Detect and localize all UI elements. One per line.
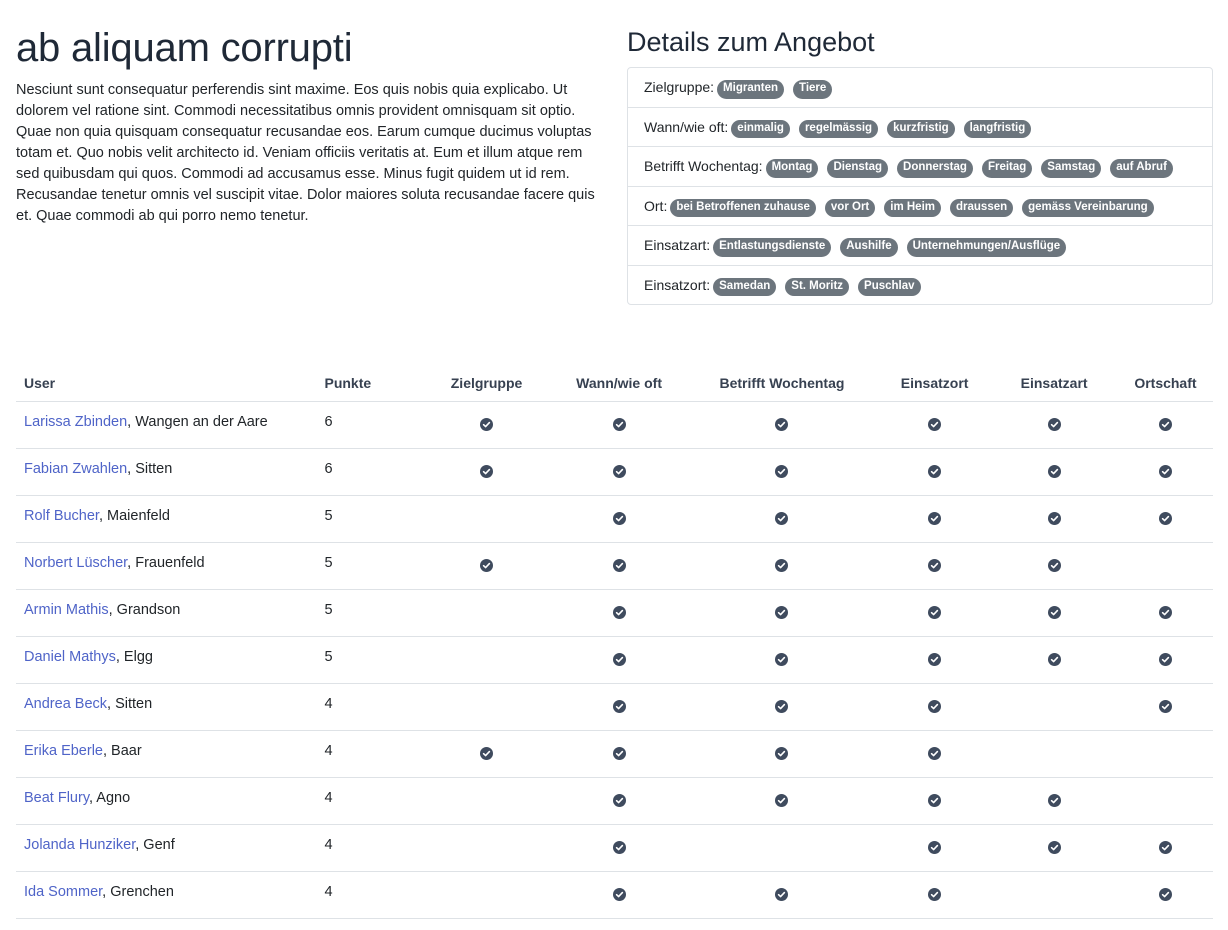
- match-cell: [553, 778, 685, 825]
- match-cell: [879, 449, 990, 496]
- points-cell: 4: [316, 872, 419, 919]
- detail-row: [628, 68, 1212, 107]
- check-circle-icon: [775, 418, 788, 431]
- detail-row: [628, 146, 1212, 186]
- points-cell: 5: [316, 590, 419, 637]
- check-circle-icon: [775, 606, 788, 619]
- table-row: [16, 449, 1213, 496]
- points-cell: 4: [316, 778, 419, 825]
- match-cell: [990, 731, 1118, 778]
- user-location: , Maienfeld: [98, 508, 170, 524]
- detail-label: Einsatzart:: [644, 237, 711, 254]
- user-location: , Grandson: [108, 602, 181, 618]
- column-header: Betrifft Wochentag: [685, 366, 879, 402]
- tag-badge: Montag: [766, 159, 819, 178]
- match-cell: [1118, 590, 1213, 637]
- match-cell: [879, 590, 990, 637]
- check-circle-icon: [1048, 512, 1061, 525]
- column-header: User: [16, 366, 316, 402]
- user-location: , Agno: [89, 790, 131, 806]
- user-location: , Elgg: [115, 649, 153, 665]
- match-cell: [879, 543, 990, 590]
- match-cell: [1118, 637, 1213, 684]
- match-cell: [420, 731, 553, 778]
- match-cell: [990, 402, 1118, 449]
- check-circle-icon: [775, 559, 788, 572]
- check-circle-icon: [928, 559, 941, 572]
- check-circle-icon: [480, 559, 493, 572]
- user-link[interactable]: Rolf Bucher: [24, 508, 99, 524]
- points-cell: 4: [316, 731, 419, 778]
- match-cell: [685, 402, 879, 449]
- check-circle-icon: [613, 888, 626, 901]
- check-circle-icon: [928, 747, 941, 760]
- user-link[interactable]: Jolanda Hunziker: [24, 837, 136, 853]
- check-circle-icon: [928, 465, 941, 478]
- match-cell: [553, 684, 685, 731]
- points-cell: 5: [316, 496, 419, 543]
- column-header: Wann/wie oft: [553, 366, 685, 402]
- table-row: [16, 590, 1213, 637]
- user-cell: [16, 590, 316, 637]
- match-cell: [420, 872, 553, 919]
- check-circle-icon: [1159, 653, 1172, 666]
- match-cell: [553, 496, 685, 543]
- match-cell: [990, 684, 1118, 731]
- table-row: [16, 684, 1213, 731]
- detail-row: [628, 265, 1212, 305]
- check-circle-icon: [1048, 606, 1061, 619]
- tag-badge: im Heim: [884, 199, 941, 218]
- match-cell: [879, 684, 990, 731]
- tag-badge: vor Ort: [825, 199, 875, 218]
- tag-badge: Tiere: [793, 80, 832, 99]
- match-cell: [685, 637, 879, 684]
- match-cell: [553, 402, 685, 449]
- match-cell: [553, 449, 685, 496]
- check-circle-icon: [613, 418, 626, 431]
- match-cell: [685, 778, 879, 825]
- user-link[interactable]: Ida Sommer: [24, 884, 103, 900]
- detail-label: Zielgruppe:: [644, 79, 715, 96]
- detail-label: Einsatzort:: [644, 276, 711, 293]
- user-link[interactable]: Fabian Zwahlen: [24, 461, 128, 477]
- match-cell: [990, 778, 1118, 825]
- user-location: , Frauenfeld: [127, 555, 205, 571]
- match-cell: [420, 637, 553, 684]
- match-cell: [990, 872, 1118, 919]
- tag-badge: Aushilfe: [840, 238, 897, 257]
- user-link[interactable]: Andrea Beck: [24, 696, 108, 712]
- match-cell: [420, 778, 553, 825]
- match-cell: [1118, 872, 1213, 919]
- check-circle-icon: [928, 606, 941, 619]
- match-cell: [1118, 449, 1213, 496]
- table-row: [16, 825, 1213, 872]
- match-cell: [879, 778, 990, 825]
- tag-badge: Dienstag: [827, 159, 888, 178]
- match-cell: [990, 449, 1118, 496]
- points-cell: 5: [316, 543, 419, 590]
- match-cell: [879, 637, 990, 684]
- check-circle-icon: [613, 465, 626, 478]
- detail-label: Betrifft Wochentag:: [644, 158, 763, 175]
- check-circle-icon: [1048, 841, 1061, 854]
- match-cell: [879, 731, 990, 778]
- user-cell: [16, 872, 316, 919]
- detail-label: Wann/wie oft:: [644, 118, 729, 135]
- match-cell: [990, 543, 1118, 590]
- check-circle-icon: [928, 794, 941, 807]
- match-cell: [685, 543, 879, 590]
- user-location: , Genf: [135, 837, 175, 853]
- match-cell: [1118, 731, 1213, 778]
- check-circle-icon: [1159, 418, 1172, 431]
- user-cell: [16, 402, 316, 449]
- match-cell: [685, 731, 879, 778]
- match-cell: [990, 590, 1118, 637]
- tag-badge: Migranten: [717, 80, 784, 99]
- users-table: [16, 366, 1213, 919]
- match-cell: [553, 825, 685, 872]
- check-circle-icon: [775, 747, 788, 760]
- match-cell: [879, 872, 990, 919]
- table-header-row: [16, 366, 1213, 402]
- check-circle-icon: [928, 841, 941, 854]
- points-cell: 4: [316, 684, 419, 731]
- column-header: Punkte: [316, 366, 419, 402]
- match-cell: [1118, 825, 1213, 872]
- user-location: , Wangen an der Aare: [127, 414, 268, 430]
- match-cell: [1118, 496, 1213, 543]
- check-circle-icon: [1159, 888, 1172, 901]
- check-circle-icon: [613, 700, 626, 713]
- match-cell: [420, 684, 553, 731]
- check-circle-icon: [1159, 841, 1172, 854]
- match-cell: [879, 402, 990, 449]
- match-cell: [1118, 684, 1213, 731]
- offer-title: ab aliquam corrupti: [16, 26, 353, 70]
- user-location: , Sitten: [107, 696, 153, 712]
- check-circle-icon: [928, 700, 941, 713]
- column-header: Zielgruppe: [420, 366, 553, 402]
- user-cell: [16, 684, 316, 731]
- table-row: [16, 731, 1213, 778]
- check-circle-icon: [1048, 418, 1061, 431]
- check-circle-icon: [1048, 794, 1061, 807]
- match-cell: [990, 825, 1118, 872]
- check-circle-icon: [480, 465, 493, 478]
- detail-row: [628, 107, 1212, 147]
- check-circle-icon: [613, 606, 626, 619]
- check-circle-icon: [928, 888, 941, 901]
- check-circle-icon: [613, 512, 626, 525]
- check-circle-icon: [480, 747, 493, 760]
- column-header: Einsatzart: [990, 366, 1118, 402]
- match-cell: [1118, 402, 1213, 449]
- match-cell: [879, 825, 990, 872]
- tag-badge: Unternehmungen/Ausflüge: [907, 238, 1067, 257]
- table-row: [16, 637, 1213, 684]
- check-circle-icon: [1048, 559, 1061, 572]
- match-cell: [553, 872, 685, 919]
- match-cell: [420, 590, 553, 637]
- match-cell: [685, 496, 879, 543]
- user-match-table: [16, 366, 1213, 919]
- tag-badge: langfristig: [964, 120, 1032, 139]
- detail-row: [628, 186, 1212, 226]
- match-cell: [420, 825, 553, 872]
- points-cell: 5: [316, 637, 419, 684]
- check-circle-icon: [928, 418, 941, 431]
- tag-badge: regelmässig: [799, 120, 878, 139]
- user-link[interactable]: Beat Flury: [24, 790, 90, 806]
- details-list: [627, 67, 1213, 305]
- tag-badge: Freitag: [982, 159, 1032, 178]
- user-cell: [16, 496, 316, 543]
- match-cell: [1118, 778, 1213, 825]
- detail-row: [628, 225, 1212, 265]
- tag-badge: Entlastungsdienste: [713, 238, 831, 257]
- table-row: [16, 402, 1213, 449]
- match-cell: [420, 543, 553, 590]
- match-cell: [879, 496, 990, 543]
- points-cell: 4: [316, 825, 419, 872]
- check-circle-icon: [775, 888, 788, 901]
- check-circle-icon: [1159, 606, 1172, 619]
- user-link[interactable]: Daniel Mathys: [24, 649, 116, 665]
- check-circle-icon: [1159, 700, 1172, 713]
- check-circle-icon: [775, 794, 788, 807]
- check-circle-icon: [775, 465, 788, 478]
- check-circle-icon: [1159, 512, 1172, 525]
- match-cell: [553, 637, 685, 684]
- check-circle-icon: [1048, 653, 1061, 666]
- table-row: [16, 496, 1213, 543]
- user-cell: [16, 637, 316, 684]
- tag-badge: einmalig: [731, 120, 790, 139]
- user-cell: [16, 731, 316, 778]
- check-circle-icon: [613, 841, 626, 854]
- check-circle-icon: [1048, 465, 1061, 478]
- details-heading: Details zum Angebot: [627, 27, 875, 57]
- tag-badge: bei Betroffenen zuhause: [670, 199, 816, 218]
- match-cell: [685, 825, 879, 872]
- offer-intro: [16, 24, 606, 227]
- user-cell: [16, 543, 316, 590]
- column-header: Ortschaft: [1118, 366, 1213, 402]
- check-circle-icon: [775, 512, 788, 525]
- tag-badge: gemäss Vereinbarung: [1022, 199, 1154, 218]
- check-circle-icon: [613, 653, 626, 666]
- table-row: [16, 872, 1213, 919]
- column-header: Einsatzort: [879, 366, 990, 402]
- match-cell: [420, 402, 553, 449]
- user-link[interactable]: Larissa Zbinden: [24, 414, 128, 430]
- match-cell: [1118, 543, 1213, 590]
- check-circle-icon: [775, 653, 788, 666]
- tag-badge: St. Moritz: [785, 278, 849, 297]
- user-link[interactable]: Norbert Lüscher: [24, 555, 128, 571]
- match-cell: [553, 590, 685, 637]
- tag-badge: auf Abruf: [1110, 159, 1173, 178]
- user-cell: [16, 449, 316, 496]
- match-cell: [990, 637, 1118, 684]
- tag-badge: kurzfristig: [887, 120, 955, 139]
- tag-badge: Samedan: [713, 278, 776, 297]
- user-link[interactable]: Armin Mathis: [24, 602, 109, 618]
- check-circle-icon: [775, 700, 788, 713]
- match-cell: [990, 496, 1118, 543]
- points-cell: 6: [316, 449, 419, 496]
- match-cell: [685, 449, 879, 496]
- check-circle-icon: [480, 418, 493, 431]
- match-cell: [553, 731, 685, 778]
- points-cell: 6: [316, 402, 419, 449]
- match-cell: [420, 496, 553, 543]
- match-cell: [685, 590, 879, 637]
- table-row: [16, 778, 1213, 825]
- match-cell: [685, 872, 879, 919]
- user-cell: [16, 778, 316, 825]
- check-circle-icon: [613, 794, 626, 807]
- offer-description: Nesciunt sunt consequatur perferendis sint maxime. Eos quis nobis quia explicabo. Ut dolorem vel ratione sint. Commodi necessitatibus omnis provident omnisquam sit optio. Quae non quia quisquam consequatur recusandae eos. Earum cumque ducimus voluptas totam et. Quo nobis velit architecto id. Veniam officiis veritatis at. Eum et illum atque rem sed quibusdam qui quos. Commodi ad accusamus esse. Minus fugit quidem ut id rem. Recusandae tenetur omnis vel suscipit vitae. Dolor maiores soluta recusandae facere quis et. Quae commodi ab qui porro nemo tenetur.: [16, 82, 595, 224]
- check-circle-icon: [928, 653, 941, 666]
- tag-badge: Samstag: [1041, 159, 1101, 178]
- user-location: , Sitten: [127, 461, 173, 477]
- tag-badge: Donnerstag: [897, 159, 973, 178]
- user-cell: [16, 825, 316, 872]
- match-cell: [553, 543, 685, 590]
- user-location: , Baar: [102, 743, 142, 759]
- table-row: [16, 543, 1213, 590]
- table-body: [16, 402, 1213, 919]
- tag-badge: draussen: [950, 199, 1013, 218]
- check-circle-icon: [1159, 465, 1172, 478]
- match-cell: [420, 449, 553, 496]
- check-circle-icon: [928, 512, 941, 525]
- check-circle-icon: [613, 559, 626, 572]
- offer-details: [627, 26, 1213, 305]
- detail-label: Ort:: [644, 197, 668, 214]
- match-cell: [685, 684, 879, 731]
- user-link[interactable]: Erika Eberle: [24, 743, 103, 759]
- tag-badge: Puschlav: [858, 278, 921, 297]
- user-location: , Grenchen: [102, 884, 174, 900]
- check-circle-icon: [613, 747, 626, 760]
